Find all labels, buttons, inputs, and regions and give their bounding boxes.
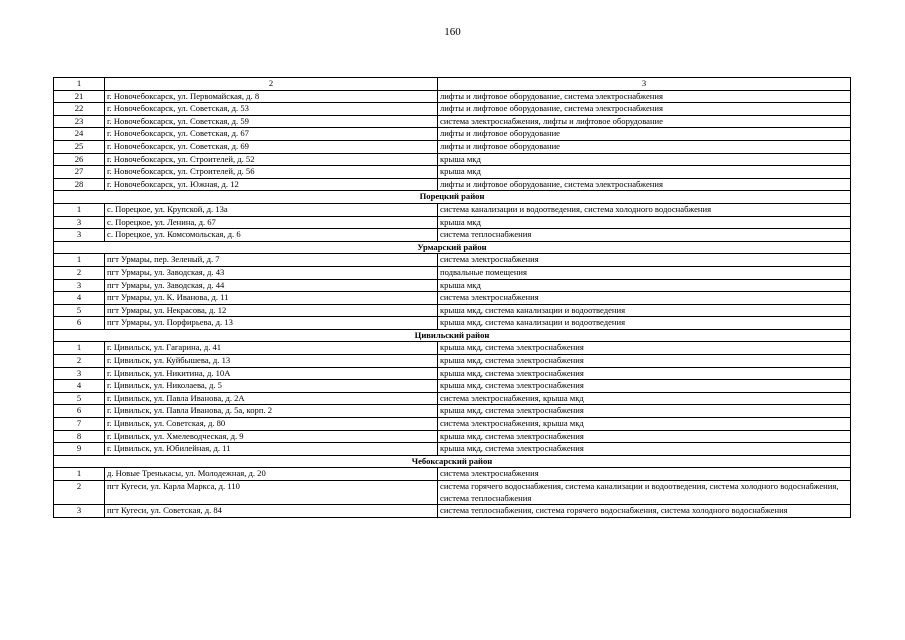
- table-row: [54, 216, 851, 229]
- table-row: [54, 128, 851, 141]
- table-row: [54, 90, 851, 103]
- row-systems: крыша мкд, система канализации и водоотведения: [438, 317, 851, 330]
- header-col-1: 1: [54, 78, 105, 91]
- row-number: 27: [54, 166, 105, 179]
- district-title: Порецкий район: [54, 191, 851, 204]
- table-row: [54, 178, 851, 191]
- table-row: [54, 380, 851, 393]
- row-systems: крыша мкд, система электроснабжения: [438, 380, 851, 393]
- row-address: пгт Урмары, ул. Некрасова, д. 12: [105, 304, 438, 317]
- row-systems: лифты и лифтовое оборудование, система электроснабжения: [438, 90, 851, 103]
- row-systems: крыша мкд, система электроснабжения: [438, 405, 851, 418]
- row-systems: лифты и лифтовое оборудование: [438, 140, 851, 153]
- row-number: 4: [54, 380, 105, 393]
- row-address: с. Порецкое, ул. Ленина, д. 67: [105, 216, 438, 229]
- row-address: г. Новочебоксарск, ул. Советская, д. 69: [105, 140, 438, 153]
- table-body: [54, 78, 851, 518]
- row-number: 4: [54, 292, 105, 305]
- table-row: [54, 418, 851, 431]
- row-address: г. Новочебоксарск, ул. Советская, д. 59: [105, 115, 438, 128]
- row-number: 1: [54, 203, 105, 216]
- table-row: [54, 481, 851, 505]
- table-row: [54, 304, 851, 317]
- row-number: 22: [54, 103, 105, 116]
- row-systems: крыша мкд: [438, 216, 851, 229]
- table-row: [54, 317, 851, 330]
- district-title: Чебоксарский район: [54, 455, 851, 468]
- header-col-2: 2: [105, 78, 438, 91]
- row-number: 3: [54, 279, 105, 292]
- row-number: 5: [54, 304, 105, 317]
- row-systems: система электроснабжения: [438, 254, 851, 267]
- row-number: 25: [54, 140, 105, 153]
- row-address: с. Порецкое, ул. Комсомольская, д. 6: [105, 229, 438, 242]
- row-systems: система теплоснабжения: [438, 229, 851, 242]
- row-address: пгт Урмары, ул. Заводская, д. 43: [105, 266, 438, 279]
- row-systems: система теплоснабжения, система горячего водоснабжения, система холодного водоснабжения: [438, 505, 851, 518]
- row-address: г. Новочебоксарск, ул. Строителей, д. 56: [105, 166, 438, 179]
- row-number: 2: [54, 355, 105, 368]
- row-number: 26: [54, 153, 105, 166]
- row-number: 6: [54, 317, 105, 330]
- row-address: г. Новочебоксарск, ул. Советская, д. 53: [105, 103, 438, 116]
- table-row: [54, 355, 851, 368]
- row-number: 2: [54, 266, 105, 279]
- table-header-row: [54, 78, 851, 91]
- row-number: 21: [54, 90, 105, 103]
- row-number: 2: [54, 481, 105, 505]
- row-systems: система канализации и водоотведения, система холодного водоснабжения: [438, 203, 851, 216]
- row-address: г. Новочебоксарск, ул. Советская, д. 67: [105, 128, 438, 141]
- table-row: [54, 292, 851, 305]
- row-address: г. Новочебоксарск, ул. Строителей, д. 52: [105, 153, 438, 166]
- page-number: 160: [444, 26, 461, 38]
- row-number: 3: [54, 216, 105, 229]
- district-section-row: [54, 329, 851, 342]
- row-number: 5: [54, 392, 105, 405]
- row-systems: система электроснабжения: [438, 468, 851, 481]
- row-address: г. Цивильск, ул. Николаева, д. 5: [105, 380, 438, 393]
- row-number: 7: [54, 418, 105, 431]
- row-systems: крыша мкд: [438, 153, 851, 166]
- row-number: 3: [54, 367, 105, 380]
- row-systems: лифты и лифтовое оборудование, система электроснабжения: [438, 103, 851, 116]
- row-address: г. Цивильск, ул. Павла Иванова, д. 5а, корп. 2: [105, 405, 438, 418]
- row-address: пгт Кугеси, ул. Карла Маркса, д. 110: [105, 481, 438, 505]
- table-row: [54, 405, 851, 418]
- table-row: [54, 392, 851, 405]
- row-systems: система электроснабжения: [438, 292, 851, 305]
- row-systems: лифты и лифтовое оборудование, система электроснабжения: [438, 178, 851, 191]
- repair-list-table: [53, 77, 851, 518]
- row-systems: лифты и лифтовое оборудование: [438, 128, 851, 141]
- row-number: 8: [54, 430, 105, 443]
- row-address: г. Цивильск, ул. Никитина, д. 10А: [105, 367, 438, 380]
- row-address: пгт Урмары, ул. Порфирьева, д. 13: [105, 317, 438, 330]
- row-address: г. Цивильск, ул. Юбилейная, д. 11: [105, 443, 438, 456]
- row-systems: система электроснабжения, крыша мкд: [438, 418, 851, 431]
- table-row: [54, 229, 851, 242]
- row-number: 1: [54, 468, 105, 481]
- row-address: пгт Урмары, пер. Зеленый, д. 7: [105, 254, 438, 267]
- row-address: г. Новочебоксарск, ул. Первомайская, д. 8: [105, 90, 438, 103]
- row-address: г. Новочебоксарск, ул. Южная, д. 12: [105, 178, 438, 191]
- district-title: Цивильский район: [54, 329, 851, 342]
- table-row: [54, 342, 851, 355]
- district-section-row: [54, 191, 851, 204]
- row-systems: крыша мкд, система электроснабжения: [438, 443, 851, 456]
- row-address: пгт Урмары, ул. Заводская, д. 44: [105, 279, 438, 292]
- row-systems: крыша мкд, система канализации и водоотведения: [438, 304, 851, 317]
- table-row: [54, 266, 851, 279]
- table-row: [54, 140, 851, 153]
- row-address: д. Новые Тренькасы, ул. Молодежная, д. 20: [105, 468, 438, 481]
- row-systems: крыша мкд, система электроснабжения: [438, 355, 851, 368]
- row-address: с. Порецкое, ул. Крупской, д. 13а: [105, 203, 438, 216]
- header-col-3: 3: [438, 78, 851, 91]
- row-systems: крыша мкд, система электроснабжения: [438, 367, 851, 380]
- row-number: 1: [54, 342, 105, 355]
- table-row: [54, 367, 851, 380]
- district-section-row: [54, 455, 851, 468]
- row-address: г. Цивильск, ул. Советская, д. 80: [105, 418, 438, 431]
- row-number: 24: [54, 128, 105, 141]
- row-number: 28: [54, 178, 105, 191]
- table-row: [54, 115, 851, 128]
- table-row: [54, 166, 851, 179]
- table-row: [54, 430, 851, 443]
- row-address: г. Цивильск, ул. Гагарина, д. 41: [105, 342, 438, 355]
- row-address: г. Цивильск, ул. Хмелеводческая, д. 9: [105, 430, 438, 443]
- table-row: [54, 505, 851, 518]
- row-systems: крыша мкд, система электроснабжения: [438, 430, 851, 443]
- row-systems: система горячего водоснабжения, система канализации и водоотведения, система холодного водоснабжения, система теплоснабжения: [438, 481, 851, 505]
- row-systems: система электроснабжения, лифты и лифтовое оборудование: [438, 115, 851, 128]
- row-number: 3: [54, 505, 105, 518]
- row-systems: крыша мкд: [438, 166, 851, 179]
- table-row: [54, 203, 851, 216]
- table-row: [54, 254, 851, 267]
- row-address: г. Цивильск, ул. Куйбышева, д. 13: [105, 355, 438, 368]
- table-row: [54, 153, 851, 166]
- table-row: [54, 103, 851, 116]
- row-systems: крыша мкд, система электроснабжения: [438, 342, 851, 355]
- row-systems: подвальные помещения: [438, 266, 851, 279]
- district-section-row: [54, 241, 851, 254]
- row-number: 23: [54, 115, 105, 128]
- row-number: 1: [54, 254, 105, 267]
- table-row: [54, 468, 851, 481]
- district-title: Урмарский район: [54, 241, 851, 254]
- row-number: 9: [54, 443, 105, 456]
- table-row: [54, 279, 851, 292]
- row-number: 3: [54, 229, 105, 242]
- row-number: 6: [54, 405, 105, 418]
- row-address: пгт Кугеси, ул. Советская, д. 84: [105, 505, 438, 518]
- row-systems: система электроснабжения, крыша мкд: [438, 392, 851, 405]
- row-systems: крыша мкд: [438, 279, 851, 292]
- row-address: г. Цивильск, ул. Павла Иванова, д. 2А: [105, 392, 438, 405]
- row-address: пгт Урмары, ул. К. Иванова, д. 11: [105, 292, 438, 305]
- table-row: [54, 443, 851, 456]
